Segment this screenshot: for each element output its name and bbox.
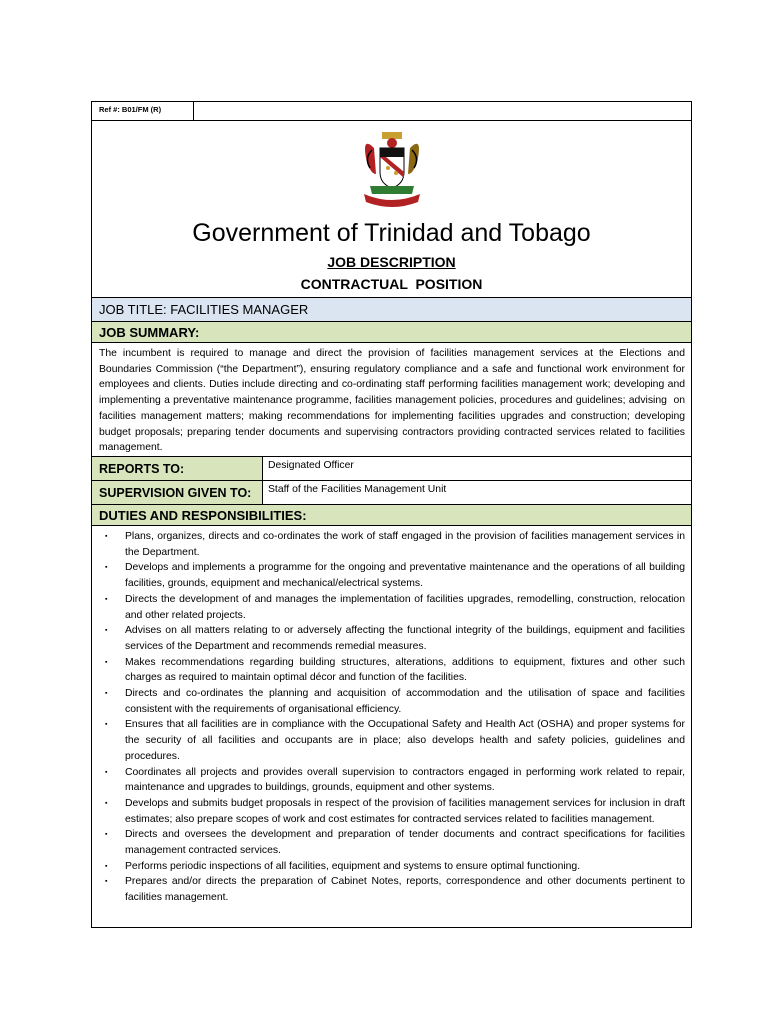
bullet-icon: ▪: [105, 878, 108, 886]
duty-item: [99, 827, 685, 858]
bullet-icon: ▪: [105, 690, 108, 698]
duty-item: [99, 655, 685, 686]
bullet-icon: ▪: [105, 831, 108, 839]
supervision-label: SUPERVISION GIVEN TO:: [92, 481, 263, 504]
duty-item: [99, 717, 685, 764]
bullet-icon: ▪: [105, 799, 108, 807]
duty-item: [99, 592, 685, 623]
reference-row: [92, 102, 691, 120]
duty-item: [99, 859, 685, 875]
bullet-icon: ▪: [105, 533, 108, 540]
duty-item: [99, 529, 685, 560]
duties-list: [99, 529, 685, 906]
bullet-icon: ▪: [105, 721, 108, 729]
duty-item: [99, 874, 685, 905]
duty-text: Directs and co-ordinates the planning and acquisition of accommodation and the utilisation of space and facilities consistent with the requirements of organisational efficiency.: [125, 688, 685, 715]
bullet-icon: ▪: [105, 658, 108, 666]
duty-text: Plans, organizes, directs and co-ordinates the work of staff engaged in the provision of facilities management services in the Department.: [125, 531, 685, 558]
duties-section: [92, 525, 691, 927]
reference-number: Ref #: B01/FM (R): [92, 102, 194, 120]
duty-item: [99, 686, 685, 717]
bullet-icon: ▪: [105, 595, 108, 603]
bullet-icon: ▪: [105, 627, 108, 635]
duty-text: Performs periodic inspections of all facilities, equipment and systems to ensure optimal functioning.: [125, 860, 581, 872]
duty-text: Ensures that all facilities are in compliance with the Occupational Safety and Health Act (OSHA) and proper systems for the security of all facilities and occupants are in place; also develops health and safety policies, guidelines and procedures.: [125, 719, 685, 762]
bullet-icon: ▪: [105, 768, 108, 776]
job-summary-heading: JOB SUMMARY:: [92, 321, 691, 342]
supervision-value: Staff of the Facilities Management Unit: [268, 484, 447, 495]
duty-item: [99, 560, 685, 591]
coat-of-arms-icon: [352, 128, 432, 212]
duty-text: Coordinates all projects and provides overall supervision to contractors engaged in performing work related to repair, maintenance and upgrades to buildings, grounds, equipment and other systems.: [125, 766, 685, 794]
position-type-heading: CONTRACTUAL POSITION: [300, 276, 483, 292]
duty-text: Makes recommendations regarding building structures, alterations, additions to equipment, fixtures and other such charges as required to maintain optimal décor and function of the facilities.: [125, 656, 685, 684]
bullet-icon: ▪: [105, 862, 108, 870]
job-description-heading: JOB DESCRIPTION: [327, 254, 456, 270]
reports-to-label: REPORTS TO:: [92, 457, 263, 480]
job-description-document: [91, 101, 692, 928]
job-title-row: JOB TITLE: FACILITIES MANAGER: [92, 297, 691, 321]
bullet-icon: ▪: [105, 564, 108, 572]
duty-text: Prepares and/or directs the preparation of Cabinet Notes, reports, correspondence and other documents pertinent to facilities management.: [125, 876, 685, 904]
duty-text: Develops and submits budget proposals in respect of the provision of facilities management services for inclusion in draft estimates; also prepare scopes of work and cost estimates for contracted services related to facilities management.: [125, 797, 685, 825]
reports-to-value: Designated Officer: [268, 460, 354, 471]
duties-heading: DUTIES AND RESPONSIBILITIES:: [92, 504, 691, 525]
government-title: Government of Trinidad and Tobago: [192, 219, 591, 247]
document-header: [92, 120, 691, 297]
reference-empty-cell: [194, 102, 691, 120]
duty-item: [99, 623, 685, 654]
supervision-row: [92, 480, 691, 504]
duty-text: Advises on all matters relating to or adversely affecting the functional integrity of the buildings, equipment and facilities services of the Department and recommends remedial measures.: [125, 625, 685, 652]
reports-to-row: [92, 456, 691, 480]
duty-text: Directs the development of and manages the implementation of facilities upgrades, remodelling, construction, relocation and other related projects.: [125, 593, 685, 621]
duty-item: [99, 796, 685, 827]
job-summary-text: The incumbent is required to manage and direct the provision of facilities management services at the Elections and Boundaries Commission (“the Department”), ensuring regulatory compliance and a safe and functional work environment for employees and clients. Duties include directing and co-ordinating staff performing facilities management work; developing and implementing a preventative maintenance programme, facilities management policies, procedures and guidelines; advising on facilities management matters; making recommendations for implementing facilities upgrades and construction; developing budget proposals; preparing tender documents and supervising contractors providing contracted services related to facilities management.: [92, 342, 691, 456]
duty-text: Develops and implements a programme for the ongoing and preventative maintenance and the operations of all building facilities, grounds, equipment and mechanical/electrical systems.: [125, 562, 685, 590]
duty-item: [99, 765, 685, 796]
duty-text: Directs and oversees the development and preparation of tender documents and contract specifications for facilities management contracted services.: [125, 829, 685, 857]
